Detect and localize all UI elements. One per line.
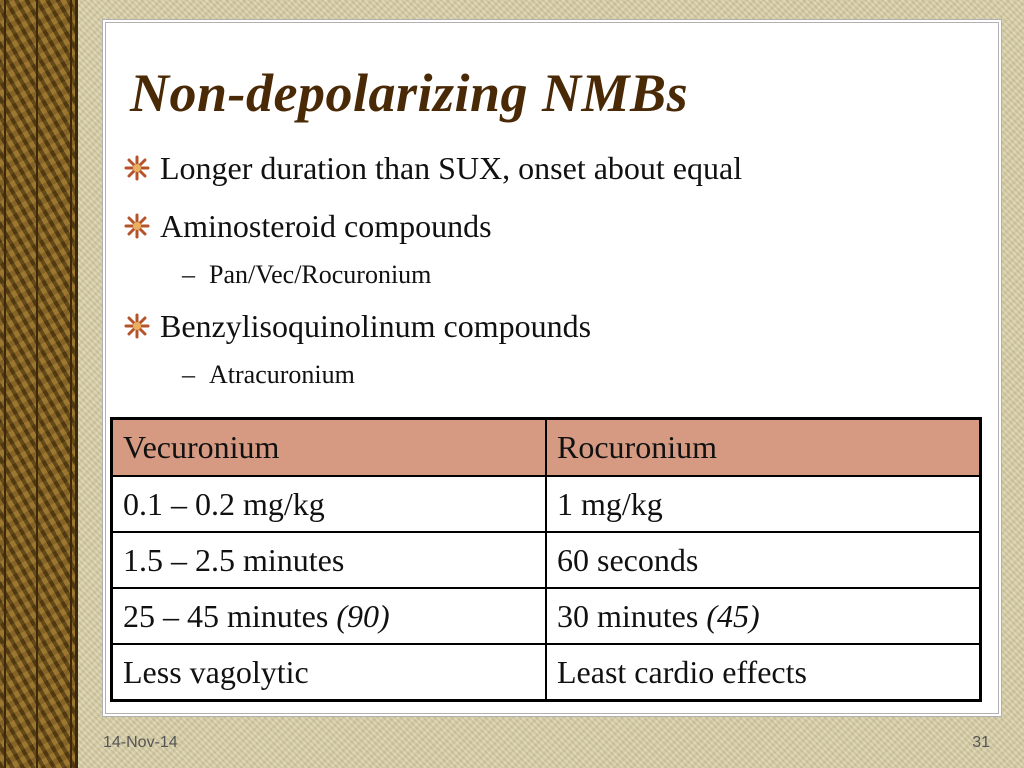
- cell-text: 25 – 45 minutes: [123, 597, 337, 634]
- sub-bullet-text: Atracuronium: [209, 360, 355, 389]
- table-cell: [112, 532, 547, 588]
- cell-text: Least cardio effects: [557, 653, 807, 690]
- bullet-item: [124, 204, 984, 248]
- table-row: [112, 476, 981, 532]
- slide-title: Non-depolarizing NMBs: [130, 63, 689, 123]
- table-header-row: [112, 419, 981, 477]
- star-burst-icon: [124, 155, 150, 181]
- border-line: [4, 0, 6, 768]
- footer-date: 14-Nov-14: [103, 734, 178, 751]
- table-row: [112, 588, 981, 644]
- cell-text: 1.5 – 2.5 minutes: [123, 541, 345, 578]
- table-cell: [546, 588, 981, 644]
- sub-bullet-item: [182, 358, 984, 392]
- dash-marker: –: [182, 360, 195, 389]
- page-number: 31: [972, 734, 990, 751]
- table-header-cell: Rocuronium: [546, 419, 981, 477]
- bullet-text: Aminosteroid compounds: [160, 207, 492, 244]
- cell-note: (45): [706, 597, 760, 634]
- cell-text: Less vagolytic: [123, 653, 309, 690]
- bullet-item: [124, 146, 984, 190]
- comparison-table: [110, 417, 982, 702]
- cell-text: 30 minutes: [557, 597, 707, 634]
- cell-text: 60 seconds: [557, 541, 699, 578]
- bullet-text: Benzylisoquinolinum compounds: [160, 307, 592, 344]
- border-line: [36, 0, 38, 768]
- table-cell: [112, 588, 547, 644]
- cell-text: 1 mg/kg: [557, 485, 663, 522]
- table-cell: [112, 644, 547, 701]
- border-line: [70, 0, 72, 768]
- bullet-item: [124, 304, 984, 348]
- bullet-list: [124, 146, 984, 404]
- dash-marker: –: [182, 260, 195, 289]
- table-row: [112, 644, 981, 701]
- table-cell: [546, 644, 981, 701]
- cell-note: (90): [336, 597, 390, 634]
- table-header-cell: Vecuronium: [112, 419, 547, 477]
- star-burst-icon: [124, 313, 150, 339]
- table-cell: [546, 532, 981, 588]
- table-cell: [112, 476, 547, 532]
- star-burst-icon: [124, 213, 150, 239]
- table-row: [112, 532, 981, 588]
- table-cell: [546, 476, 981, 532]
- bullet-text: Longer duration than SUX, onset about equal: [160, 149, 743, 186]
- decorative-left-border: [0, 0, 78, 768]
- sub-bullet-item: [182, 258, 984, 292]
- cell-text: 0.1 – 0.2 mg/kg: [123, 485, 325, 522]
- sub-bullet-text: Pan/Vec/Rocuronium: [209, 260, 432, 289]
